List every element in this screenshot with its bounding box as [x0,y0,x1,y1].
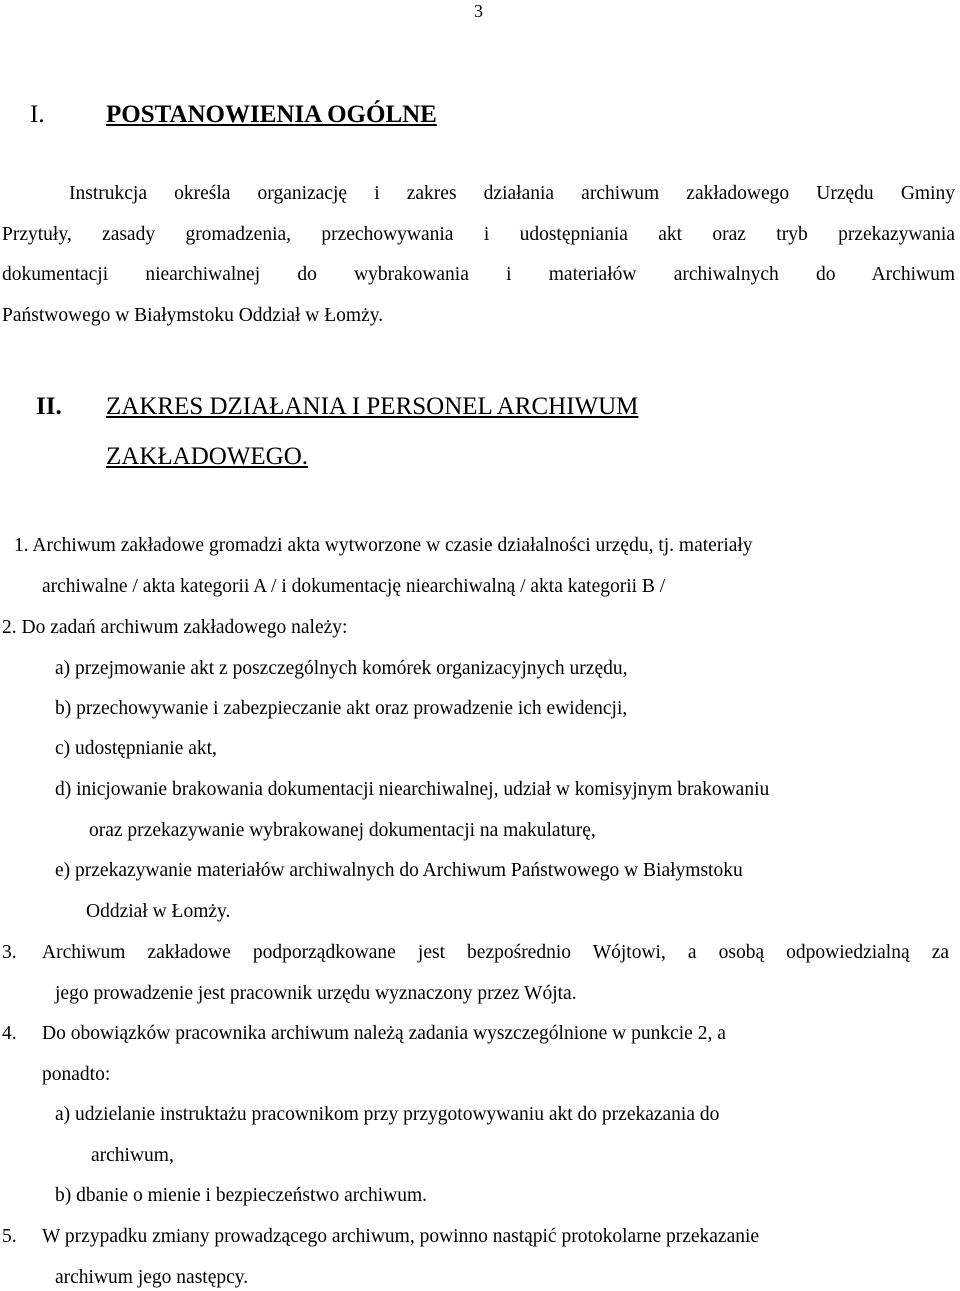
item-5-line-2: archiwum jego następcy. [55,1267,249,1288]
item-4-a-line-2: archiwum, [91,1145,174,1166]
item-4-line-2: ponadto: [42,1064,111,1085]
intro-line-4: Państwowego w Białymstoku Oddział w Łomży. [2,305,384,326]
item-3-line-1: Archiwum zakładowe podporządkowane jest bezpośrednio Wójtowi, a osobą odpowiedzialną za [42,942,949,963]
intro-line-3: dokumentacji niearchiwalnej do wybrakowania i materiałów archiwalnych do Archiwum [2,264,955,285]
item-4-a-line-1: a) udzielanie instruktażu pracownikom przy przygotowywaniu akt do przekazania do [55,1104,720,1125]
item-4-number: 4. [2,1023,17,1044]
item-1-line-1: 1. Archiwum zakładowe gromadzi akta wytworzone w czasie działalności urzędu, tj. materiały [14,535,753,556]
item-5-line-1: W przypadku zmiany prowadzącego archiwum, powinno nastąpić protokolarne przekazanie [42,1226,760,1247]
item-2-line-1: 2. Do zadań archiwum zakładowego należy: [2,617,348,638]
item-2-e-line-2: Oddział w Łomży. [86,901,231,922]
item-2-b: b) przechowywanie i zabezpieczanie akt oraz prowadzenie ich ewidencji, [55,698,628,719]
item-4-line-1: Do obowiązków pracownika archiwum należą zadania wyszczególnione w punkcie 2, a [42,1023,726,1044]
item-2-d-line-2: oraz przekazywanie wybrakowanej dokumentacji na makulaturę, [89,820,596,841]
section-2-title-line-2: ZAKŁADOWEGO. [106,443,309,470]
section-2-number: II. [36,393,62,420]
intro-line-1: Instrukcja określa organizację i zakres działania archiwum zakładowego Urzędu Gminy [69,183,955,204]
item-4-b: b) dbanie o mienie i bezpieczeństwo archiwum. [55,1185,427,1206]
item-3-number: 3. [2,942,17,963]
section-1-title: POSTANOWIENIA OGÓLNE [106,101,437,128]
item-2-c: c) udostępnianie akt, [55,738,217,759]
section-1-number: I. [30,101,45,128]
item-2-d-line-1: d) inicjowanie brakowania dokumentacji niearchiwalnej, udział w komisyjnym brakowaniu [55,779,770,800]
section-2-title-line-1: ZAKRES DZIAŁANIA I PERSONEL ARCHIWUM [106,393,639,420]
intro-line-2: Przytuły, zasady gromadzenia, przechowywania i udostępniania akt oraz tryb przekazywania [2,224,955,245]
item-5-number: 5. [2,1226,17,1247]
item-3-line-2: jego prowadzenie jest pracownik urzędu wyznaczony przez Wójta. [55,983,577,1004]
item-1-line-2: archiwalne / akta kategorii A / i dokumentację niearchiwalną / akta kategorii B / [42,576,666,597]
item-2-e-line-1: e) przekazywanie materiałów archiwalnych do Archiwum Państwowego w Białymstoku [55,860,743,881]
item-2-a: a) przejmowanie akt z poszczególnych komórek organizacyjnych urzędu, [55,658,628,679]
page-number: 3 [474,1,483,21]
